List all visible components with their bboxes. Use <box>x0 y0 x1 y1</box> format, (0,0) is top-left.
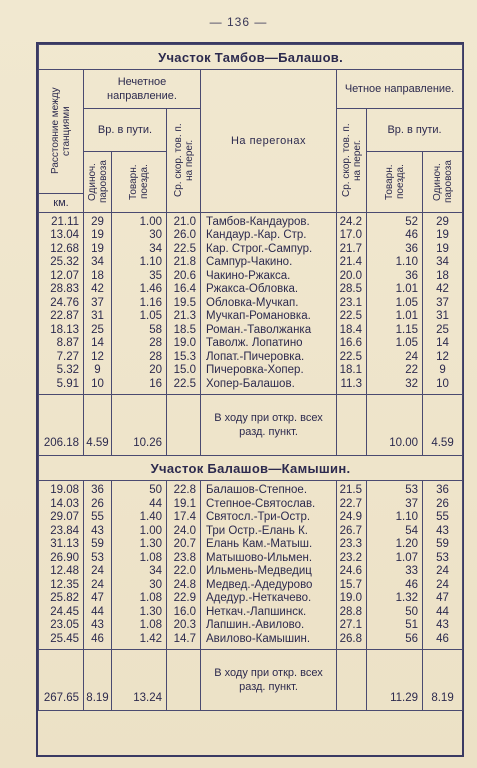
even-freight-cell: 1.07 <box>395 551 418 564</box>
odd-single-engine-cell: 24 <box>91 565 104 577</box>
odd-freight-cell: 30 <box>149 229 162 241</box>
even-avg-speed-cell: 24.2 <box>339 215 362 228</box>
odd-avg-speed-header <box>167 109 201 213</box>
even-avg-speed-cell: 21.5 <box>339 484 362 496</box>
segment-cell: Хопер-Балашов. <box>206 377 295 390</box>
total-row <box>39 650 463 711</box>
odd-avg-speed-cell: 20.7 <box>173 538 196 550</box>
odd-freight-cell: 58 <box>149 323 162 336</box>
even-single-engine-cell: 31 <box>436 310 449 322</box>
even-avg-speed-cell: 22.5 <box>339 350 362 363</box>
odd-freight-cell: 1.30 <box>139 538 162 550</box>
odd-freight-cell: 16 <box>149 377 162 390</box>
even-avg-speed-cell: 24.9 <box>339 511 362 523</box>
segment-cell: Три Остр.-Елань К. <box>206 524 308 537</box>
odd-avg-speed-cell: 14.7 <box>173 632 196 645</box>
distance-cell: 14.03 <box>50 497 79 510</box>
odd-single-engine-cell: 19 <box>91 229 104 241</box>
distance-label: Расстояние между станциями <box>50 87 72 175</box>
odd-single-engine-cell: 36 <box>91 484 104 496</box>
odd-avg-speed-cell: 16.0 <box>173 605 196 618</box>
odd-single-engine-cell: 9 <box>94 364 101 376</box>
odd-freight-cell: 1.08 <box>139 592 162 604</box>
even-freight-cell: 22 <box>405 364 418 376</box>
odd-single-engine-cell: 12 <box>91 350 104 363</box>
odd-single-engine-cell: 34 <box>91 256 104 268</box>
distance-cell: 12.35 <box>50 578 79 591</box>
odd-avg-speed-cell: 18.5 <box>173 323 196 336</box>
odd-single-engine-cell: 37 <box>91 296 104 309</box>
even-freight-cell: 46 <box>405 229 418 241</box>
header-row-direction <box>39 70 463 109</box>
even-freight-cell: 1.01 <box>395 310 418 322</box>
even-avg-speed-cell: 18.4 <box>339 323 362 336</box>
distance-cell: 18.13 <box>50 323 79 336</box>
even-avg-speed-cell: 21.4 <box>339 256 362 268</box>
even-freight-cell: 36 <box>405 269 418 282</box>
even-freight-cell: 53 <box>405 484 418 496</box>
even-single-engine-cell: 34 <box>436 256 449 268</box>
even-single-engine-label: Одиноч. паровоза <box>431 160 454 203</box>
odd-freight-cell: 20 <box>149 364 162 376</box>
segment-cell: Лапшин.-Авилово. <box>206 619 305 631</box>
odd-avg-speed-column <box>167 481 201 650</box>
odd-avg-speed-cell: 22.5 <box>173 242 196 255</box>
odd-single-engine-cell: 47 <box>91 592 104 604</box>
odd-single-engine-cell: 55 <box>91 511 104 523</box>
even-single-engine-column <box>423 481 463 650</box>
even-travel-time-header: Вр. в пути. <box>367 109 463 152</box>
distance-cell: 24.76 <box>50 296 79 309</box>
distance-cell: 8.87 <box>56 337 79 349</box>
even-single-engine-cell: 9 <box>439 364 446 376</box>
even-single-engine-cell: 47 <box>436 592 449 604</box>
odd-single-engine-cell: 25 <box>91 323 104 336</box>
distance-cell: 28.83 <box>50 283 79 295</box>
even-freight-cell: 51 <box>405 619 418 631</box>
even-single-engine-cell: 46 <box>436 632 449 645</box>
total-even-single-engine: 8.19 <box>423 650 463 711</box>
even-freight-cell: 1.05 <box>395 296 418 309</box>
odd-avg-speed-cell: 22.0 <box>173 565 196 577</box>
segment-cell: Роман.-Таволжанка <box>206 323 312 336</box>
even-freight-cell: 56 <box>405 632 418 645</box>
distance-cell: 23.05 <box>50 619 79 631</box>
total-row <box>39 395 463 456</box>
total-even-avg-speed <box>337 650 367 711</box>
odd-single-engine-header <box>84 151 112 212</box>
odd-freight-cell: 1.40 <box>139 511 162 523</box>
odd-freight-cell: 1.05 <box>139 310 162 322</box>
even-avg-speed-cell: 23.2 <box>339 551 362 564</box>
odd-avg-speed-cell: 22.8 <box>173 484 196 496</box>
odd-avg-speed-cell: 24.0 <box>173 524 196 537</box>
even-avg-speed-cell: 26.7 <box>339 524 362 537</box>
odd-freight-cell: 35 <box>149 269 162 282</box>
odd-freight-cell: 34 <box>149 242 162 255</box>
even-avg-speed-cell: 21.7 <box>339 242 362 255</box>
even-avg-speed-cell: 16.6 <box>339 337 362 349</box>
section-title: Участок Тамбов—Балашов. <box>39 45 463 70</box>
odd-avg-speed-cell: 17.4 <box>173 511 196 523</box>
odd-avg-speed-cell: 24.8 <box>173 578 196 591</box>
odd-avg-speed-cell: 21.3 <box>173 310 196 322</box>
segment-cell: Ильмень-Медведиц <box>206 565 312 577</box>
odd-avg-speed-cell: 21.8 <box>173 256 196 268</box>
odd-freight-cell: 1.08 <box>139 551 162 564</box>
even-single-engine-cell: 19 <box>436 242 449 255</box>
odd-single-engine-cell: 46 <box>91 632 104 645</box>
even-avg-speed-cell: 22.7 <box>339 497 362 510</box>
distance-header <box>39 70 84 194</box>
even-avg-speed-cell: 23.1 <box>339 296 362 309</box>
odd-single-engine-cell: 31 <box>91 310 104 322</box>
even-single-engine-cell: 59 <box>436 538 449 550</box>
segment-cell: Пичеровка-Хопер. <box>206 364 304 376</box>
total-even-freight: 10.00 <box>367 395 423 456</box>
even-freight-label: Товарн. поезда. <box>383 163 406 200</box>
even-freight-cell: 1.10 <box>395 256 418 268</box>
odd-single-engine-cell: 18 <box>91 269 104 282</box>
segment-cell: Елань Кам.-Матыш. <box>206 538 313 550</box>
segment-cell: Кандаур.-Кар. Стр. <box>206 229 307 241</box>
segment-cell: Адедур.-Неткачево. <box>206 592 312 604</box>
section-title: Участок Балашов—Камышин. <box>39 456 463 481</box>
odd-avg-speed-cell: 19.0 <box>173 337 196 349</box>
even-avg-speed-column <box>337 212 367 395</box>
even-freight-cell: 1.32 <box>395 592 418 604</box>
section-title-row <box>39 456 463 481</box>
even-freight-cell: 50 <box>405 605 418 618</box>
odd-single-engine-cell: 42 <box>91 283 104 295</box>
odd-freight-cell: 28 <box>149 350 162 363</box>
distance-cell: 5.91 <box>56 377 79 390</box>
odd-freight-cell: 1.46 <box>139 283 162 295</box>
distance-cell: 13.04 <box>50 229 79 241</box>
even-single-engine-cell: 24 <box>436 565 449 577</box>
odd-single-engine-column <box>84 212 112 395</box>
total-odd-single-engine: 4.59 <box>84 395 112 456</box>
distance-cell: 5.32 <box>56 364 79 376</box>
even-avg-speed-header <box>337 109 367 213</box>
odd-avg-speed-cell: 15.3 <box>173 350 196 363</box>
even-single-engine-header <box>423 151 463 212</box>
even-single-engine-cell: 26 <box>436 497 449 510</box>
odd-avg-speed-cell: 20.3 <box>173 619 196 631</box>
total-odd-freight: 13.24 <box>112 650 167 711</box>
odd-single-engine-cell: 43 <box>91 524 104 537</box>
segment-cell: Чакино-Ржакса. <box>206 269 291 282</box>
distance-cell: 12.48 <box>50 565 79 577</box>
even-single-engine-cell: 14 <box>436 337 449 349</box>
distance-cell: 25.32 <box>50 256 79 268</box>
odd-single-engine-cell: 24 <box>91 578 104 591</box>
timetable-frame <box>36 42 464 757</box>
segment-cell: Неткач.-Лапшинск. <box>206 605 307 618</box>
even-avg-speed-cell: 11.3 <box>340 377 362 390</box>
even-single-engine-cell: 12 <box>436 350 449 363</box>
distance-column <box>39 212 84 395</box>
even-single-engine-cell: 43 <box>436 619 449 631</box>
segment-cell: Матышово-Ильмен. <box>206 551 313 564</box>
segment-column <box>201 212 337 395</box>
distance-cell: 12.07 <box>50 269 79 282</box>
even-freight-cell: 1.01 <box>395 283 418 295</box>
distance-cell: 23.84 <box>50 524 79 537</box>
even-freight-cell: 33 <box>405 565 418 577</box>
segment-column <box>201 481 337 650</box>
distance-cell: 21.11 <box>51 215 79 228</box>
total-distance: 206.18 <box>39 395 84 456</box>
page-number: — 136 — <box>209 15 268 29</box>
odd-single-engine-column <box>84 481 112 650</box>
even-single-engine-cell: 29 <box>436 215 449 228</box>
odd-freight-cell: 1.00 <box>139 215 162 228</box>
segment-cell: Балашов-Степное. <box>206 484 308 496</box>
odd-single-engine-label: Одиноч. паровоза <box>86 160 109 203</box>
even-freight-cell: 52 <box>405 215 418 228</box>
odd-freight-label: Товарн. поезда. <box>128 163 150 200</box>
odd-freight-cell: 28 <box>149 337 162 349</box>
even-freight-column <box>367 212 423 395</box>
data-block <box>39 481 463 650</box>
distance-cell: 29.07 <box>50 511 79 523</box>
even-single-engine-cell: 37 <box>436 296 449 309</box>
odd-single-engine-cell: 44 <box>91 605 104 618</box>
even-avg-speed-cell: 28.8 <box>339 605 362 618</box>
segment-cell: Кар. Строг.-Сампур. <box>206 242 313 255</box>
odd-single-engine-cell: 19 <box>91 242 104 255</box>
odd-avg-speed-cell: 23.8 <box>173 551 196 564</box>
even-single-engine-cell: 24 <box>436 578 449 591</box>
distance-cell: 22.87 <box>50 310 79 322</box>
even-avg-speed-cell: 17.0 <box>339 229 362 241</box>
even-avg-speed-cell: 20.0 <box>339 269 362 282</box>
odd-avg-speed-label: Ср. скор. тов. п. на перег. <box>172 123 195 198</box>
total-odd-freight: 10.26 <box>112 395 167 456</box>
odd-freight-cell: 34 <box>149 565 162 577</box>
distance-column <box>39 481 84 650</box>
even-avg-speed-cell: 18.1 <box>339 364 362 376</box>
even-freight-cell: 36 <box>405 242 418 255</box>
total-odd-single-engine: 8.19 <box>84 650 112 711</box>
odd-single-engine-cell: 59 <box>91 538 104 550</box>
odd-freight-column <box>112 212 167 395</box>
distance-cell: 24.45 <box>50 605 79 618</box>
odd-freight-cell: 50 <box>149 484 162 496</box>
segment-cell: Мучкап-Романовка. <box>206 310 311 322</box>
even-single-engine-cell: 19 <box>436 229 449 241</box>
total-distance: 267.65 <box>39 650 84 711</box>
segment-cell: Ржакса-Обловка. <box>206 283 299 295</box>
even-freight-cell: 32 <box>405 377 418 390</box>
distance-cell: 26.90 <box>50 551 79 564</box>
odd-freight-cell: 1.10 <box>139 256 162 268</box>
odd-freight-cell: 1.42 <box>139 632 162 645</box>
odd-single-engine-cell: 43 <box>91 619 104 631</box>
even-avg-speed-cell: 26.8 <box>339 632 362 645</box>
odd-single-engine-cell: 14 <box>91 337 104 349</box>
even-freight-cell: 37 <box>405 497 418 510</box>
even-freight-cell: 54 <box>405 524 418 537</box>
odd-single-engine-cell: 26 <box>91 497 104 510</box>
segment-cell: Святосл.-Три-Остр. <box>206 511 311 523</box>
odd-freight-column <box>112 481 167 650</box>
segment-cell: Медвед.-Адедурово <box>206 578 313 591</box>
even-single-engine-cell: 43 <box>436 524 449 537</box>
odd-single-engine-cell: 10 <box>91 377 104 390</box>
even-single-engine-cell: 18 <box>436 269 449 282</box>
timetable <box>38 44 463 711</box>
even-avg-speed-cell: 15.7 <box>339 578 362 591</box>
km-header: км. <box>39 193 84 212</box>
odd-avg-speed-cell: 19.1 <box>173 497 196 510</box>
segment-cell: Обловка-Мучкап. <box>206 296 299 309</box>
section-title-row <box>39 45 463 70</box>
odd-avg-speed-column <box>167 212 201 395</box>
even-avg-speed-cell: 27.1 <box>339 619 362 631</box>
even-avg-speed-cell: 22.5 <box>339 310 362 322</box>
even-avg-speed-column <box>337 481 367 650</box>
segment-cell: Авилово-Камышин. <box>206 632 311 645</box>
even-freight-cell: 24 <box>405 350 418 363</box>
even-freight-cell: 1.10 <box>395 511 418 523</box>
even-avg-speed-cell: 23.3 <box>339 538 362 550</box>
even-freight-cell: 1.15 <box>395 323 418 336</box>
odd-freight-cell: 1.00 <box>139 524 162 537</box>
distance-cell: 12.68 <box>50 242 79 255</box>
odd-freight-cell: 1.08 <box>139 619 162 631</box>
even-freight-cell: 46 <box>405 578 418 591</box>
odd-single-engine-cell: 53 <box>91 551 104 564</box>
even-freight-header <box>367 151 423 212</box>
even-direction-header: Четное направление. <box>337 70 463 109</box>
segment-cell: Степное-Святослав. <box>206 497 316 510</box>
even-avg-speed-cell: 24.6 <box>339 565 362 577</box>
total-odd-avg-speed <box>167 650 201 711</box>
odd-avg-speed-cell: 19.5 <box>173 296 196 309</box>
distance-cell: 25.82 <box>50 592 79 604</box>
even-freight-cell: 1.20 <box>395 538 418 550</box>
segment-cell: Тамбов-Кандауров. <box>206 215 310 228</box>
total-note: В ходу при откр. всех разд. пункт. <box>201 650 337 711</box>
segment-cell: Лопат.-Пичеровка. <box>206 350 305 363</box>
even-avg-speed-cell: 19.0 <box>339 592 362 604</box>
odd-single-engine-cell: 29 <box>91 215 104 228</box>
even-single-engine-cell: 36 <box>436 484 449 496</box>
segment-cell: Сампур-Чакино. <box>206 256 293 268</box>
total-note: В ходу при откр. всех разд. пункт. <box>201 395 337 456</box>
even-single-engine-cell: 53 <box>436 551 449 564</box>
odd-avg-speed-cell: 21.0 <box>173 215 196 228</box>
distance-cell: 31.13 <box>50 538 79 550</box>
even-single-engine-cell: 44 <box>436 605 449 618</box>
total-odd-avg-speed <box>167 395 201 456</box>
odd-direction-header: Нечетное направление. <box>84 70 201 109</box>
odd-avg-speed-cell: 22.9 <box>173 592 196 604</box>
segment-cell: Таволж. Лопатино <box>206 337 303 349</box>
even-single-engine-cell: 10 <box>436 377 449 390</box>
odd-freight-cell: 44 <box>149 497 162 510</box>
distance-cell: 7.27 <box>56 350 79 363</box>
even-single-engine-cell: 55 <box>436 511 449 523</box>
odd-avg-speed-cell: 20.6 <box>173 269 196 282</box>
odd-avg-speed-cell: 22.5 <box>173 377 196 390</box>
odd-avg-speed-cell: 15.0 <box>173 364 196 376</box>
odd-avg-speed-cell: 26.0 <box>173 229 196 241</box>
data-block <box>39 212 463 395</box>
odd-freight-cell: 30 <box>149 578 162 591</box>
odd-avg-speed-cell: 16.4 <box>173 283 196 295</box>
odd-freight-cell: 1.16 <box>139 296 162 309</box>
even-single-engine-column <box>423 212 463 395</box>
odd-travel-time-header: Вр. в пути. <box>84 109 167 152</box>
even-avg-speed-label: Ср. скор. тов. п. на перег. <box>340 123 363 198</box>
even-freight-column <box>367 481 423 650</box>
odd-freight-cell: 1.30 <box>139 605 162 618</box>
total-even-single-engine: 4.59 <box>423 395 463 456</box>
even-freight-cell: 1.05 <box>395 337 418 349</box>
odd-freight-header <box>112 151 167 212</box>
segments-header: На перегонах <box>201 70 337 213</box>
even-single-engine-cell: 42 <box>436 283 449 295</box>
even-avg-speed-cell: 28.5 <box>339 283 362 295</box>
total-even-avg-speed <box>337 395 367 456</box>
distance-cell: 19.08 <box>50 484 79 496</box>
even-single-engine-cell: 25 <box>436 323 449 336</box>
distance-cell: 25.45 <box>50 632 79 645</box>
total-even-freight: 11.29 <box>367 650 423 711</box>
